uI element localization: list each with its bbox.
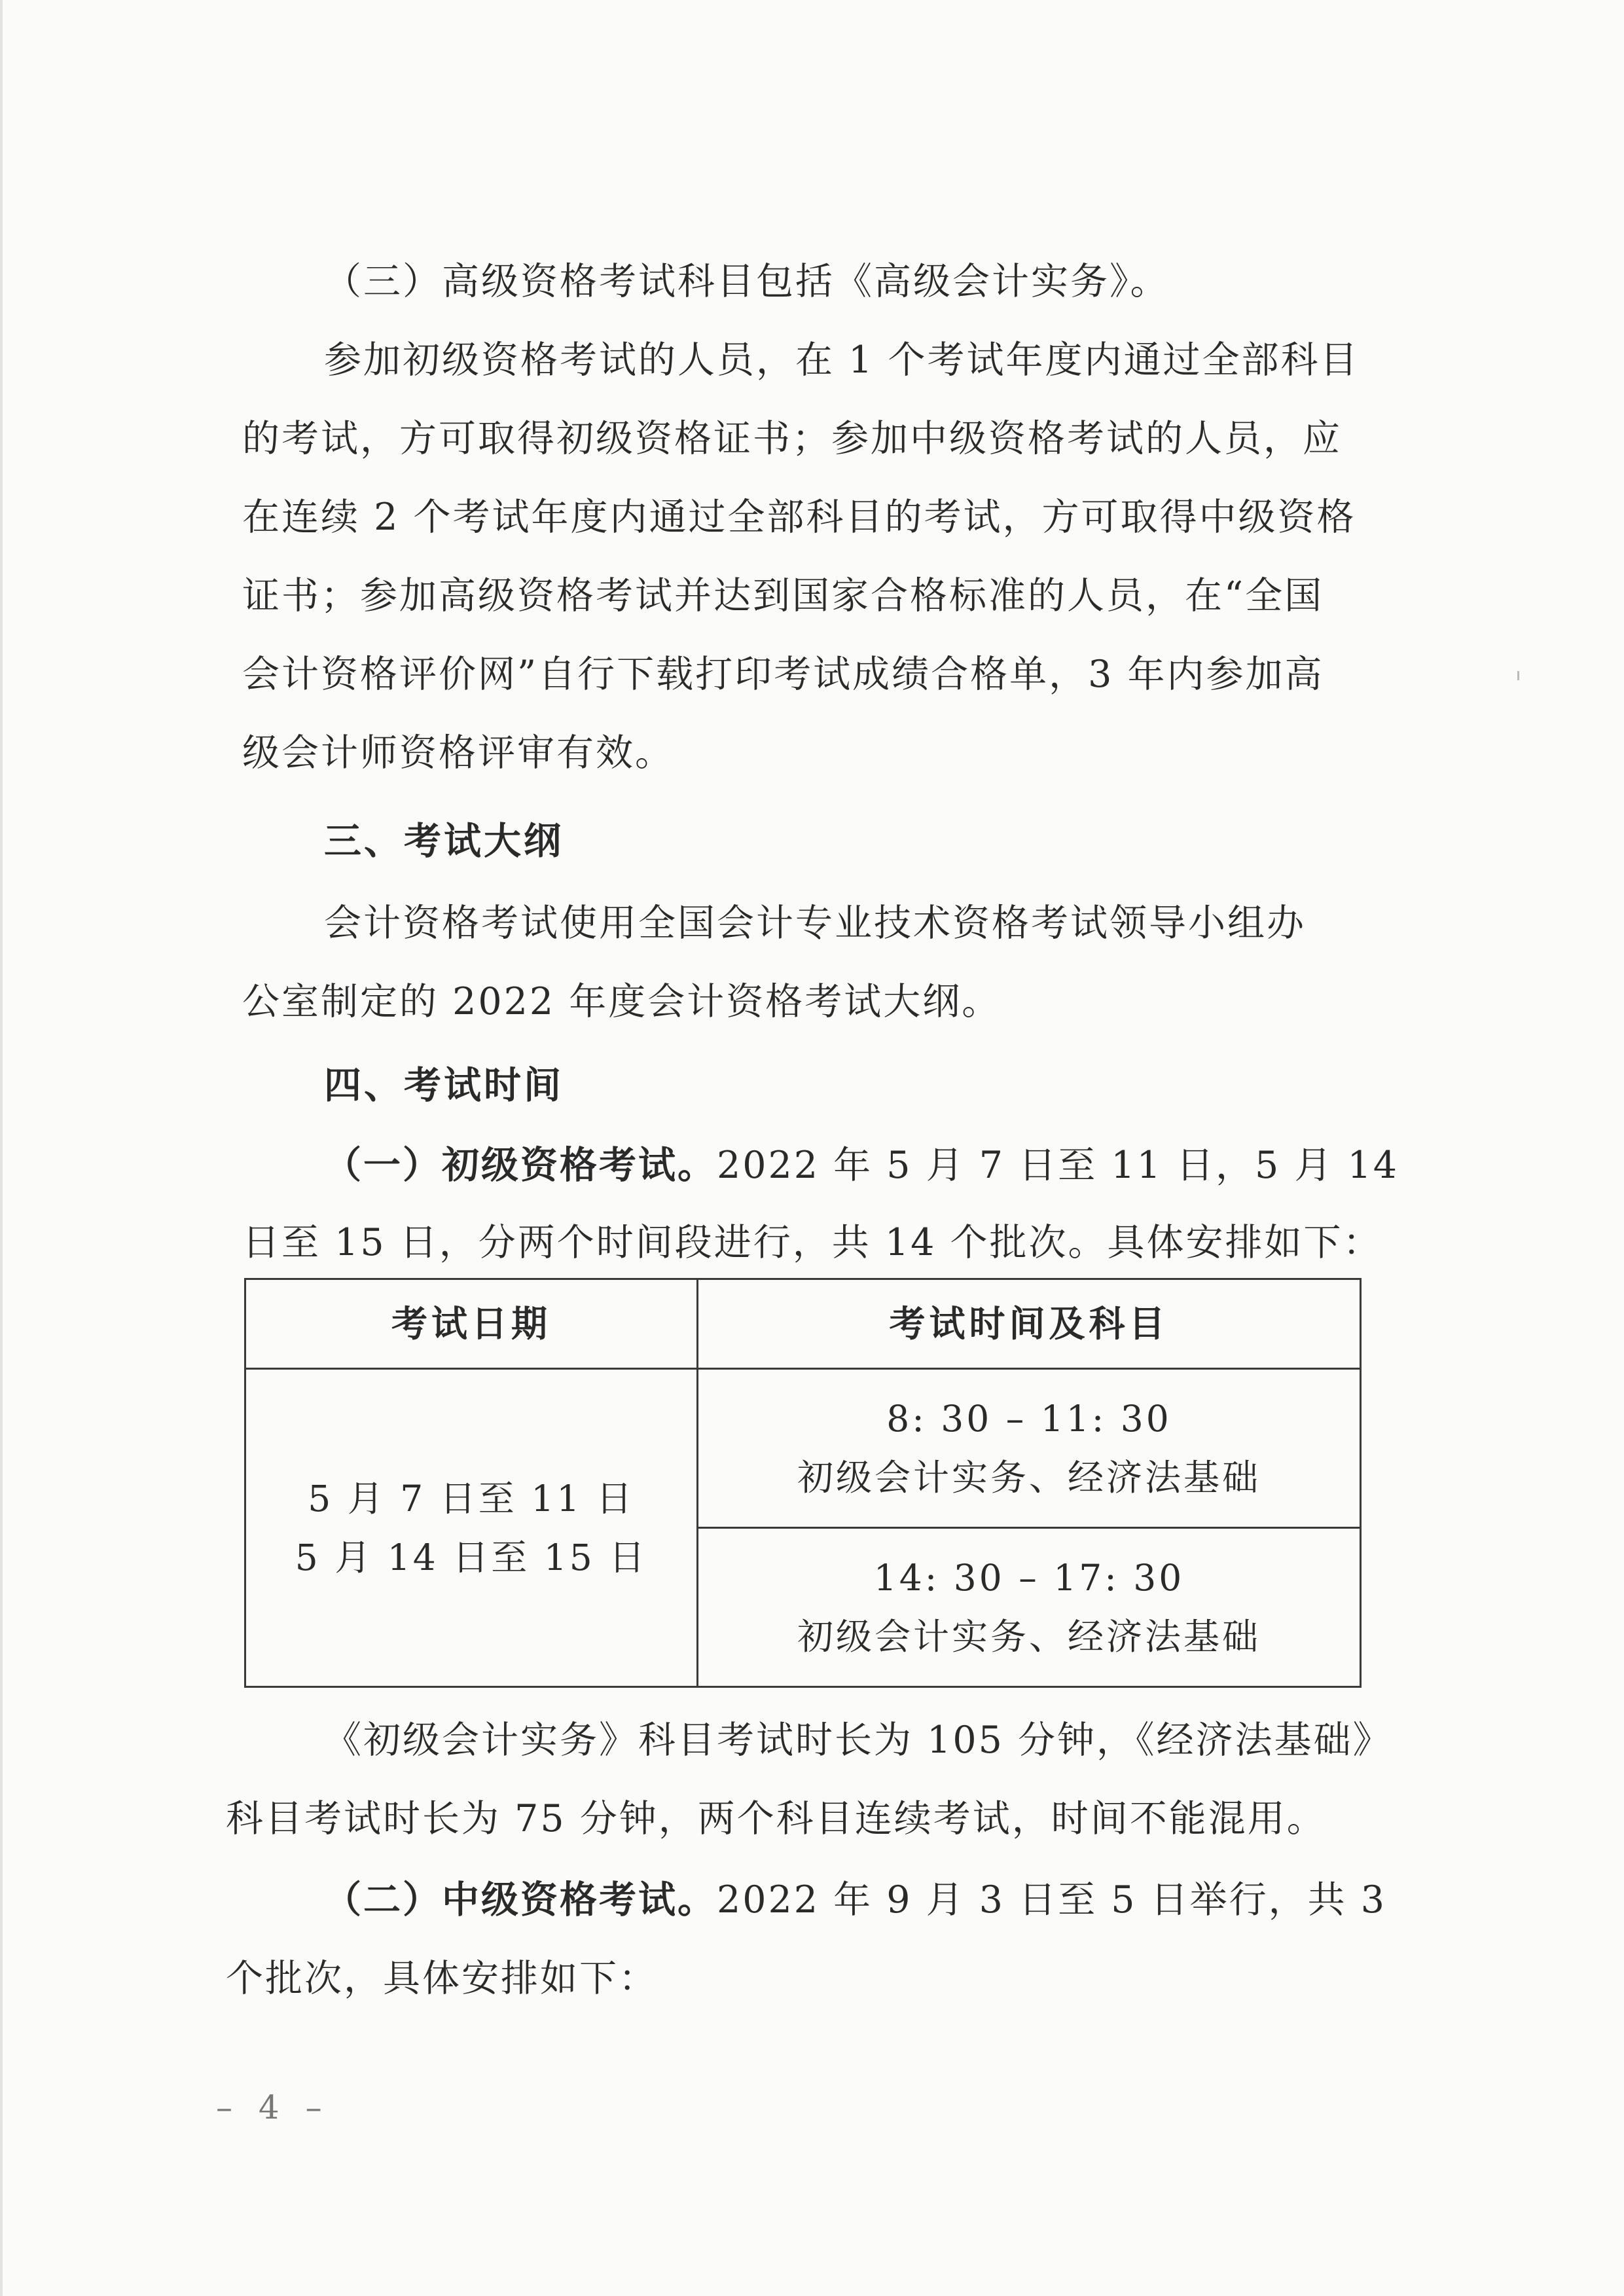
table-header-time-subject: 考试时间及科目 [889,1303,1169,1345]
paragraph-line: 会计资格评价网”自行下载打印考试成绩合格单，3 年内参加高 [242,653,1324,696]
session-subjects: 初级会计实务、经济法基础 [797,1457,1261,1499]
section-heading-exam-time: 四、考试时间 [324,1064,564,1107]
intermediate-exam-dates: 2022 年 9 月 3 日至 5 日举行，共 3 [717,1878,1387,1922]
paragraph-line: 公室制定的 2022 年度会计资格考试大纲。 [242,980,1001,1023]
paragraph-intermediate-exam [324,1874,1386,1926]
table-cell-afternoon-session [698,1529,1360,1686]
paragraph-line: 日至 15 日，分两个时间段进行，共 14 个批次。具体安排如下： [242,1221,1382,1264]
junior-exam-schedule-table [244,1278,1362,1688]
paragraph-line: 个批次，具体安排如下： [226,1957,658,2000]
table-cell-dates [246,1370,696,1686]
paragraph-senior-subjects: （三）高级资格考试科目包括《高级会计实务》。 [324,260,1170,303]
section-heading-outline: 三、考试大纲 [324,820,564,863]
paragraph-junior-exam [324,1139,1399,1192]
paragraph-line: 会计资格考试使用全国会计专业技术资格考试领导小组办 [324,902,1306,945]
paragraph-line: 《初级会计实务》科目考试时长为 105 分钟，《经济法基础》 [324,1719,1392,1762]
table-header-date: 考试日期 [391,1303,551,1345]
junior-exam-dates: 2022 年 5 月 7 日至 11 日，5 月 14 [717,1144,1399,1187]
intermediate-exam-label: （二）中级资格考试。 [324,1878,717,1922]
junior-exam-label: （一）初级资格考试。 [324,1144,717,1187]
date-range-1: 5 月 7 日至 11 日 [308,1477,635,1520]
page-number: – 4 – [216,2088,330,2126]
paragraph-line: 级会计师资格评审有效。 [242,731,674,774]
paragraph-line: 证书；参加高级资格考试并达到国家合格标准的人员，在“全国 [242,574,1324,617]
table-cell-morning-session [698,1370,1360,1527]
paragraph-line: 在连续 2 个考试年度内通过全部科目的考试，方可取得中级资格 [242,496,1356,539]
session-subjects: 初级会计实务、经济法基础 [797,1616,1261,1658]
scan-speck [1517,671,1519,680]
paragraph-line: 的考试，方可取得初级资格证书；参加中级资格考试的人员，应 [242,417,1342,460]
session-time: 8: 30 – 11: 30 [886,1398,1172,1440]
paragraph-line: 参加初级资格考试的人员，在 1 个考试年度内通过全部科目 [324,338,1360,382]
scan-edge [0,0,3,2296]
date-range-2: 5 月 14 日至 15 日 [295,1536,648,1578]
paragraph-line: 科目考试时长为 75 分钟，两个科目连续考试，时间不能混用。 [226,1797,1326,1840]
session-time: 14: 30 – 17: 30 [873,1557,1185,1599]
